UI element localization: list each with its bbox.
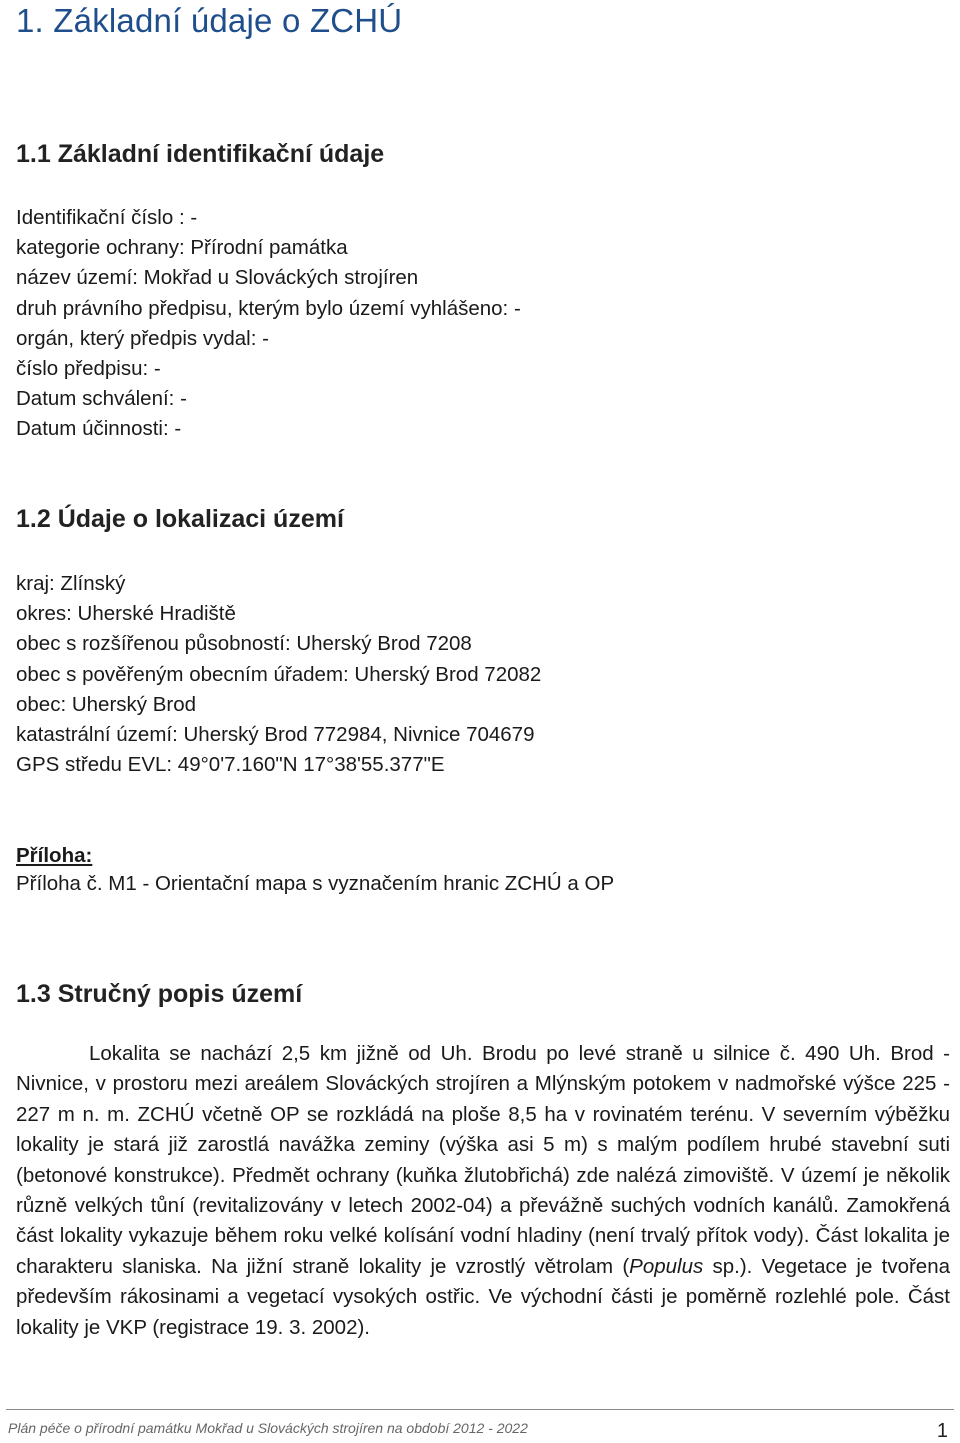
list-item: okres: Uherské Hradiště <box>16 602 236 626</box>
list-item: obec s rozšířenou působností: Uherský Brod 7208 <box>16 632 472 656</box>
list-item: GPS středu EVL: 49°0'7.160"N 17°38'55.377"E <box>16 753 445 777</box>
footer-divider <box>6 1409 954 1410</box>
list-item: obec: Uherský Brod <box>16 692 197 716</box>
list-item: orgán, který předpis vydal: - <box>16 326 269 350</box>
annex-heading: Příloha: <box>16 844 93 867</box>
list-item: Datum schválení: - <box>16 387 187 411</box>
section-1-1-title: 1.1 Základní identifikační údaje <box>16 140 385 168</box>
list-item: Identifikační číslo : - <box>16 206 198 229</box>
footer-title: Plán péče o přírodní památku Mokřad u Slováckých strojíren na období 2012 - 2022 <box>8 1420 528 1436</box>
list-item: katastrální území: Uherský Brod 772984, Nivnice 704679 <box>16 723 535 747</box>
description-text-part-2: sp.). Vegetace je tvořena především rákosinami a vegetací vysokých ostřic. Ve východní části je poměrně rozlehlé pole. Část lokality je VKP (registrace 19. 3. 2002). <box>16 1254 950 1339</box>
list-item: kraj: Zlínský <box>16 572 126 595</box>
main-heading: 1. Základní údaje o ZCHÚ <box>16 2 403 39</box>
list-item: kategorie ochrany: Přírodní památka <box>16 236 348 260</box>
list-item: druh právního předpisu, kterým bylo území vyhlášeno: - <box>16 296 521 320</box>
list-item: Datum účinnosti: - <box>16 417 182 441</box>
section-1-2-title: 1.2 Údaje o lokalizaci území <box>16 505 344 533</box>
localization-list <box>16 569 541 780</box>
description-text-part-1: Lokalita se nachází 2,5 km jižně od Uh. Brodu po levé straně u silnice č. 490 Uh. Brod - Nivnice, v prostoru mezi areálem Slováckých strojíren a Mlýnským potokem v nadmořské výšce 225 - 227 m n. m. ZCHÚ včetně OP se rozkládá na ploše 8,5 ha v rovinatém terénu. V severním výběžku lokality je stará již zarostlá navážka zeminy (výška asi 5 m) s malým podílem hrubé stavební suti (betonové konstrukce). Předmět ochrany (kuňka žlutobřichá) zde nalézá zimoviště. V území je několik různě velkých tůní (revitalizovány v letech 2002-04) a převážně suchých vodních kanálů. Zamokřená část lokality vykazuje během roku velké kolísání vodní hladiny (není trvalý přítok vody). Část lokalita je charakteru slaniska. Na jižní straně lokality je vzrostlý větrolam ( <box>16 1042 950 1278</box>
list-item: obec s pověřeným obecním úřadem: Uherský Brod 72082 <box>16 662 542 686</box>
list-item: název území: Mokřad u Slováckých strojíren <box>16 266 419 290</box>
list-item: číslo předpisu: - <box>16 357 161 381</box>
section-1-3-title: 1.3 Stručný popis území <box>16 980 303 1008</box>
annex-item: Příloha č. M1 - Orientační mapa s vyznačením hranic ZCHÚ a OP <box>16 872 615 895</box>
species-name-italic: Populus <box>629 1254 704 1278</box>
description-paragraph <box>16 1039 950 1343</box>
page-number: 1 <box>936 1420 948 1442</box>
identification-list <box>16 203 521 445</box>
